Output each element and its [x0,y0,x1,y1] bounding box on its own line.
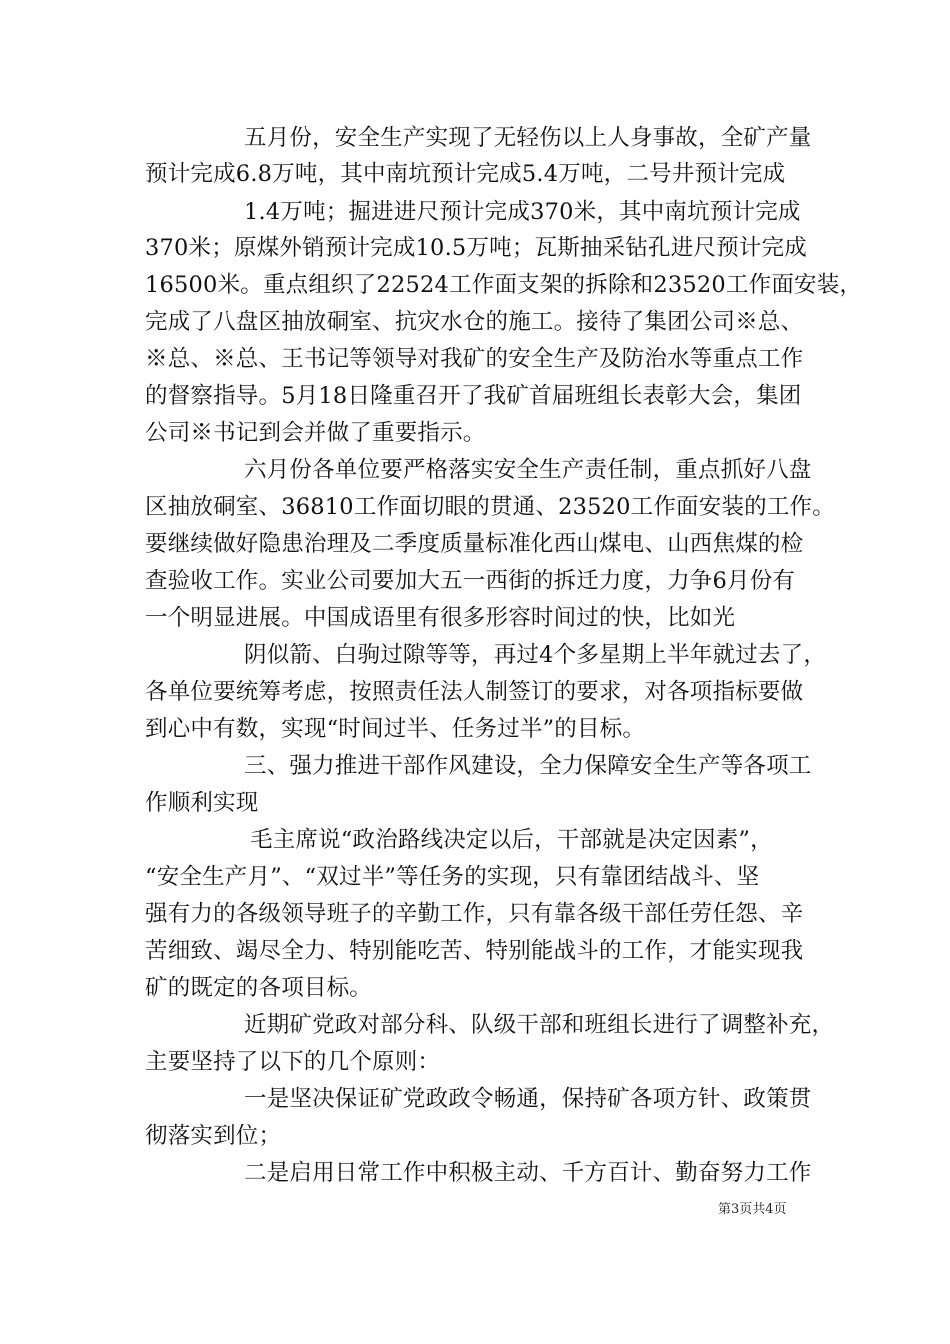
paragraph-line: “安全生产月”、“双过半”等任务的实现，只有靠团结战斗、坚 [145,864,760,890]
paragraph-line: 矿的既定的各项目标。 [145,975,373,1001]
paragraph-line: 一个明显进展。中国成语里有很多形容时间过的快，比如光 [145,605,736,631]
paragraph-line: 1.4万吨；掘进进尺预计完成370米，其中南坑预计完成 [244,199,801,225]
paragraph-line: 主要坚持了以下的几个原则： [145,1049,441,1075]
paragraph-line: 预计完成6.8万吨，其中南坑预计完成5.4万吨，二号井预计完成 [145,161,786,187]
paragraph-line: 强有力的各级领导班子的辛勤工作，只有靠各级干部任劳任怨、辛 [145,901,804,927]
paragraph-line: ※总、※总、王书记等领导对我矿的安全生产及防治水等重点工作 [145,346,804,372]
paragraph-line: 彻落实到位； [145,1123,282,1149]
paragraph-line: 查验收工作。实业公司要加大五一西街的拆迁力度，力争6月份有 [145,568,796,594]
paragraph-line: 370米；原煤外销预计完成10.5万吨；瓦斯抽采钻孔进尺预计完成 [145,235,807,261]
paragraph-line: 完成了八盘区抽放硐室、抗灾水仓的施工。接待了集团公司※总、 [145,309,804,335]
paragraph-line: 16500米。重点组织了22524工作面支架的拆除和23520工作面安装， [145,272,863,298]
paragraph-line: 苦细致、竭尽全力、特别能吃苦、特别能战斗的工作，才能实现我 [145,938,804,964]
section-heading-line: 三、强力推进干部作风建设，全力保障安全生产等各项工 [244,753,812,779]
paragraph-line: 各单位要统筹考虑，按照责任法人制签订的要求，对各项指标要做 [145,679,804,705]
page-number: 第3页共4页 [718,1202,787,1217]
paragraph-line: 毛主席说“政治路线决定以后，干部就是决定因素”， [250,827,773,853]
paragraph-line: 一是坚决保证矿党政政令畅通，保持矿各项方针、政策贯 [244,1086,812,1112]
paragraph-line: 到心中有数，实现“时间过半、任务过半”的目标。 [145,716,646,742]
paragraph-line: 要继续做好隐患治理及二季度质量标准化西山煤电、山西焦煤的检 [145,531,804,557]
paragraph-line: 公司※书记到会并做了重要指示。 [145,420,486,446]
section-heading-line: 作顺利实现 [145,790,259,816]
paragraph-line: 五月份，安全生产实现了无轻伤以上人身事故，全矿产量 [244,125,812,151]
paragraph-line: 六月份各单位要严格落实安全生产责任制，重点抓好八盘 [244,457,812,483]
paragraph-line: 阴似箭、白驹过隙等等，再过4个多星期上半年就过去了， [244,642,827,668]
paragraph-line: 的督察指导。5月18日隆重召开了我矿首届班组长表彰大会，集团 [145,383,802,409]
paragraph-line: 近期矿党政对部分科、队级干部和班组长进行了调整补充， [244,1012,835,1038]
paragraph-line: 区抽放硐室、36810工作面切眼的贯通、23520工作面安装的工作。 [145,494,835,520]
paragraph-line: 二是启用日常工作中积极主动、千方百计、勤奋努力工作 [244,1160,812,1186]
